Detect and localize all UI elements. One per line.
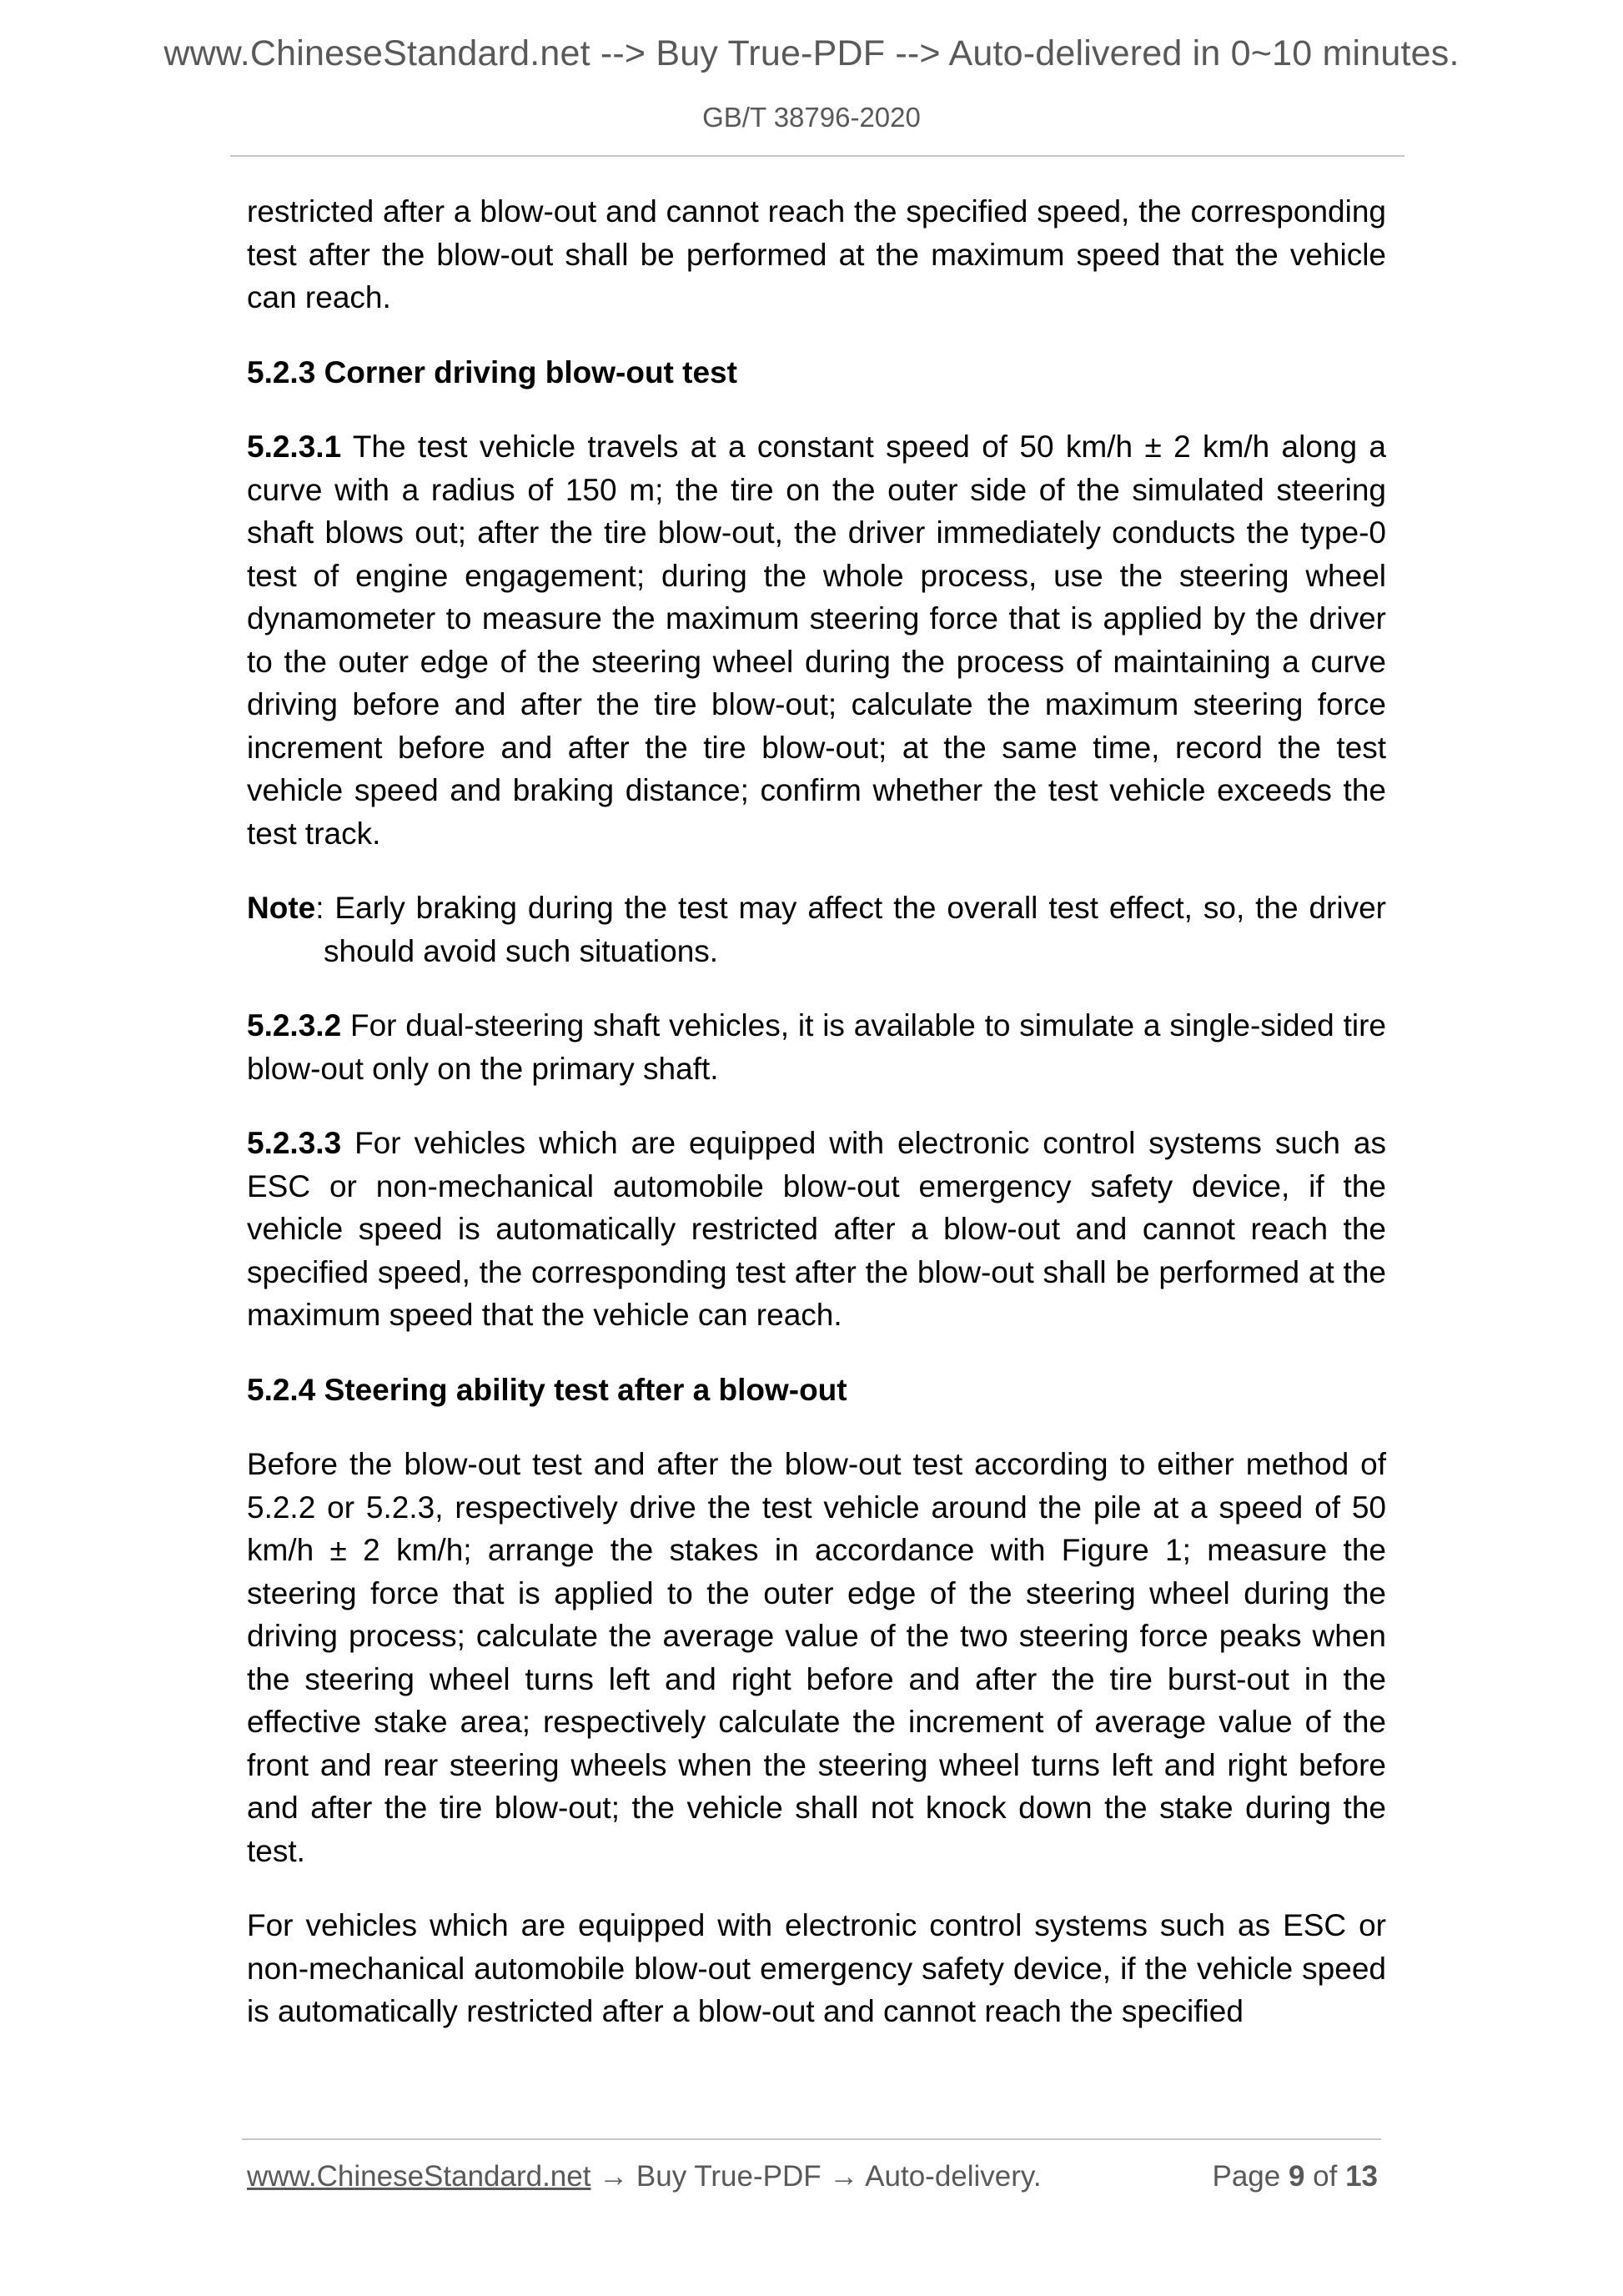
document-body <box>247 190 1386 2033</box>
footer-left <box>247 2160 1042 2193</box>
page-current: 9 <box>1288 2160 1305 2193</box>
note <box>247 887 1386 972</box>
clause-text: The test vehicle travels at a constant speed of 50 km/h ± 2 km/h along a curve with a radius of 150 m; the tire on the outer side of the simulated steering shaft blows out; after the tire blow-out, the driver immediately conducts the type-0 test of engine engagement; during the whole process, use the steering wheel dynamometer to measure the maximum steering force that is applied by the driver to the outer edge of the steering wheel during the process of maintaining a curve driving before and after the tire blow-out; calculate the maximum steering force increment before and after the tire blow-out; at the same time, record the test vehicle speed and braking distance; confirm whether the test vehicle exceeds the test track. <box>247 430 1386 851</box>
standard-number: GB/T 38796-2020 <box>702 102 921 133</box>
clause-text: For dual-steering shaft vehicles, it is available to simulate a single-sided tire blow-out only on the primary shaft. <box>247 1008 1386 1086</box>
paragraph-5-2-3-1 <box>247 425 1386 855</box>
paragraph-5-2-4-a: Before the blow-out test and after the blow-out test according to either method of 5.2.2 or 5.2.3, respectively drive the test vehicle around the pile at a speed of 50 km/h ± 2 km/h; arrange the stakes in accordance with Figure 1; measure the steering force that is applied to the outer edge of the steering wheel during the driving process; calculate the average value of the two steering force peaks when the steering wheel turns left and right before and after the tire burst-out in the effective stake area; respectively calculate the increment of average value of the front and rear steering wheels when the steering wheel turns left and right before and after the tire blow-out; the vehicle shall not knock down the stake during the test. <box>247 1447 1386 1868</box>
top-banner: www.ChineseStandard.net --> Buy True-PDF --> Auto-delivered in 0~10 minutes. <box>163 33 1460 73</box>
page-total: 13 <box>1345 2160 1378 2193</box>
clause-number: 5.2.3.3 <box>247 1126 342 1160</box>
note-text: : Early braking during the test may affect the overall test effect, so, the driver should avoid such situations. <box>315 891 1386 968</box>
clause-number: 5.2.3.1 <box>247 430 342 464</box>
note-label: Note <box>247 891 316 925</box>
section-heading-5-2-3: 5.2.3 Corner driving blow-out test <box>247 354 737 389</box>
section-heading-5-2-4: 5.2.4 Steering ability test after a blow-out <box>247 1372 847 1407</box>
paragraph-5-2-4-b: For vehicles which are equipped with electronic control systems such as ESC or non-mechanical automobile blow-out emergency safety device, if the vehicle speed is automatically restricted after a blow-out and cannot reach the specified <box>247 1908 1386 2028</box>
footer-site-link[interactable]: www.ChineseStandard.net <box>247 2160 591 2193</box>
paragraph-continued: restricted after a blow-out and cannot reach the specified speed, the corresponding test after the blow-out shall be performed at the maximum speed that the vehicle can reach. <box>247 194 1386 314</box>
footer-tagline: → Buy True-PDF → Auto-delivery. <box>590 2160 1042 2193</box>
page-indicator <box>1212 2160 1378 2193</box>
page-label: Page <box>1212 2160 1289 2193</box>
page-of: of <box>1304 2160 1346 2193</box>
clause-number: 5.2.3.2 <box>247 1008 342 1042</box>
paragraph-5-2-3-2 <box>247 1004 1386 1090</box>
clause-text: For vehicles which are equipped with electronic control systems such as ESC or non-mechanical automobile blow-out emergency safety device, if the vehicle speed is automatically restricted after a blow-out and cannot reach the specified speed, the corresponding test after the blow-out shall be performed at the maximum speed that the vehicle can reach. <box>247 1126 1386 1332</box>
footer-divider <box>242 2138 1381 2140</box>
header-divider <box>230 155 1404 157</box>
paragraph-5-2-3-3 <box>247 1122 1386 1337</box>
